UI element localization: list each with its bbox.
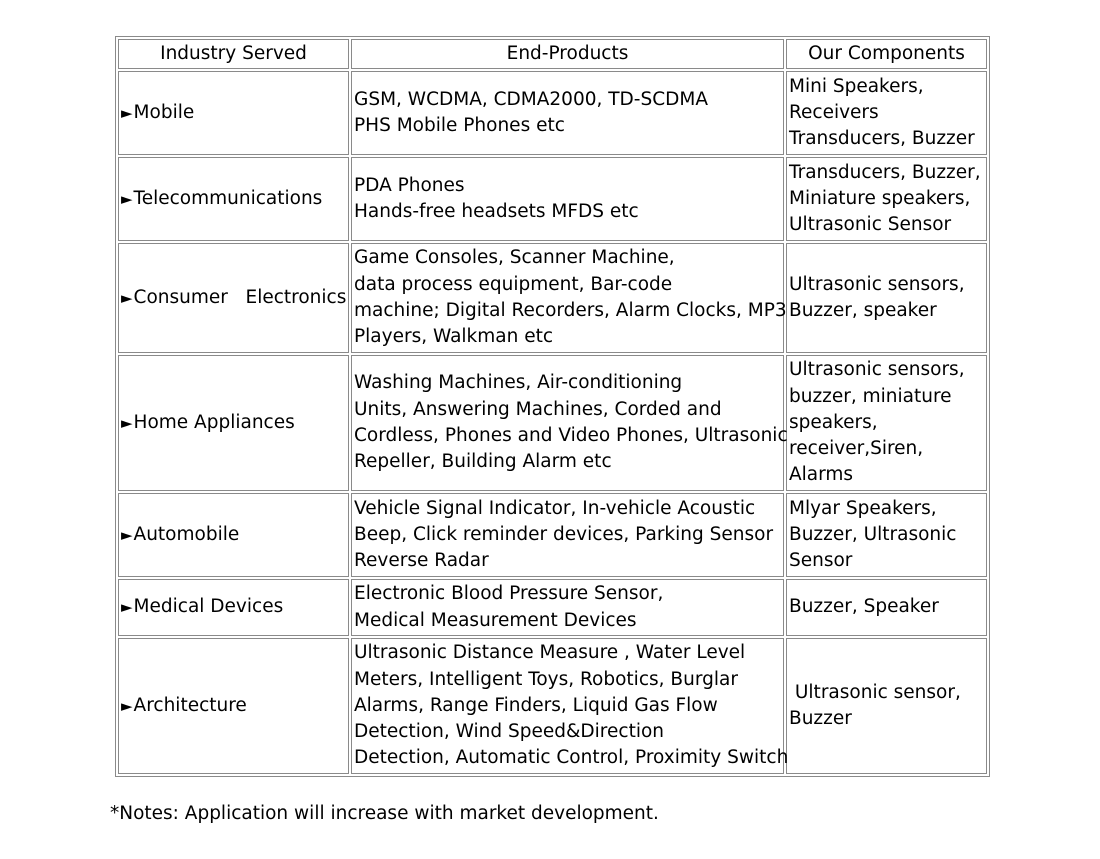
end-product-line: machine; Digital Recorders, Alarm Clocks, MP3 [354,300,787,321]
components-cell [786,157,987,241]
table-row [118,493,987,577]
table-body [118,71,987,774]
industry-label: Mobile [133,101,195,123]
table-row [118,71,987,155]
bullet-arrow-icon: ► [121,413,133,432]
bullet-arrow-icon: ► [121,696,133,715]
table-row [118,579,987,636]
industry-label: Automobile [133,523,240,545]
bullet-arrow-icon: ► [121,598,133,617]
end-product-line: Meters, Intelligent Toys, Robotics, Burglar [354,668,738,690]
end-product-line: Detection, Wind Speed&Direction [354,721,665,743]
end-product-line: Repeller, Building Alarm etc [354,451,612,473]
applications-table [115,36,990,777]
end-product-line: GSM, WCDMA, CDMA2000, TD-SCDMA [354,88,709,110]
table-row [118,638,987,774]
end-product-line: Washing Machines, Air-conditioning [354,372,683,394]
industry-label: Home Appliances [133,411,295,433]
end-product-line: Units, Answering Machines, Corded and [354,398,722,420]
end-product-line: PHS Mobile Phones etc [354,115,565,136]
industry-cell [118,638,349,774]
header-industry: Industry Served [118,39,349,69]
bullet-arrow-icon: ► [121,189,133,208]
component-line: Sensor [789,550,853,572]
end-product-line: Beep, Click reminder devices, Parking Sensor [354,523,774,545]
components-cell [786,71,987,155]
bullet-arrow-icon: ► [121,525,133,544]
components-cell [786,638,987,774]
component-line: buzzer, miniature [789,385,952,407]
end-product-line: Reverse Radar [354,550,489,572]
component-line: speakers, [789,411,878,433]
end-products-cell [351,71,784,155]
component-line: Transducers, Buzzer, [789,161,981,183]
end-products-cell [351,638,789,774]
component-line: Buzzer [789,708,852,729]
end-products-cell [351,157,784,241]
industry-cell [118,579,349,636]
header-components: Our Components [786,39,987,69]
components-cell [786,579,987,636]
end-product-line: Game Consoles, Scanner Machine, [354,247,675,269]
industry-label: Consumer Electronics [133,286,347,308]
table-row [118,355,987,491]
end-product-line: Electronic Blood Pressure Sensor, [354,583,664,605]
component-line: Buzzer, Speaker [789,596,939,618]
component-line: Mlyar Speakers, [789,497,937,519]
bullet-arrow-icon: ► [121,288,133,307]
header-row [118,39,987,69]
industry-cell [118,157,349,241]
header-end-products: End-Products [351,39,784,69]
end-products-cell [351,355,788,491]
component-line: Ultrasonic sensor, [789,681,961,703]
components-cell [786,493,987,577]
industry-label: Medical Devices [133,596,284,618]
end-products-cell [351,243,787,353]
industry-cell [118,493,349,577]
end-product-line: Players, Walkman etc [354,326,554,348]
component-line: Ultrasonic sensors, [789,359,965,381]
end-product-line: data process equipment, Bar-code [354,273,673,295]
industry-cell [118,243,349,353]
industry-label: Architecture [133,694,247,716]
end-product-line: Medical Measurement Devices [354,609,637,631]
end-products-cell [351,579,784,636]
component-line: Ultrasonic Sensor [789,214,952,236]
table-row [118,243,987,353]
industry-cell [118,71,349,155]
end-product-line: Detection, Automatic Control, Proximity Switch [354,747,789,769]
component-line: Ultrasonic sensors, [789,273,965,295]
components-cell [786,355,987,491]
component-line: Buzzer, speaker [789,300,937,321]
footnote: *Notes: Application will increase with market development. [110,803,659,824]
industry-cell [118,355,349,491]
end-products-cell [351,493,784,577]
component-line: Alarms [789,464,854,486]
end-product-line: Alarms, Range Finders, Liquid Gas Flow [354,694,718,716]
component-line: Buzzer, Ultrasonic [789,523,957,545]
table-row [118,157,987,241]
component-line: Mini Speakers, [789,75,924,97]
end-product-line: Vehicle Signal Indicator, In-vehicle Acoustic [354,497,756,519]
components-cell [786,243,987,353]
component-line: Miniature speakers, [789,187,971,209]
component-line: receiver,Siren, [789,438,924,460]
end-product-line: Hands-free headsets MFDS etc [354,201,639,222]
component-line: Receivers [789,101,879,123]
end-product-line: PDA Phones [354,174,465,196]
component-line: Transducers, Buzzer [789,128,975,150]
industry-label: Telecommunications [133,187,323,209]
end-product-line: Ultrasonic Distance Measure , Water Level [354,642,746,664]
bullet-arrow-icon: ► [121,103,133,122]
end-product-line: Cordless, Phones and Video Phones, Ultrasonic [354,425,788,446]
